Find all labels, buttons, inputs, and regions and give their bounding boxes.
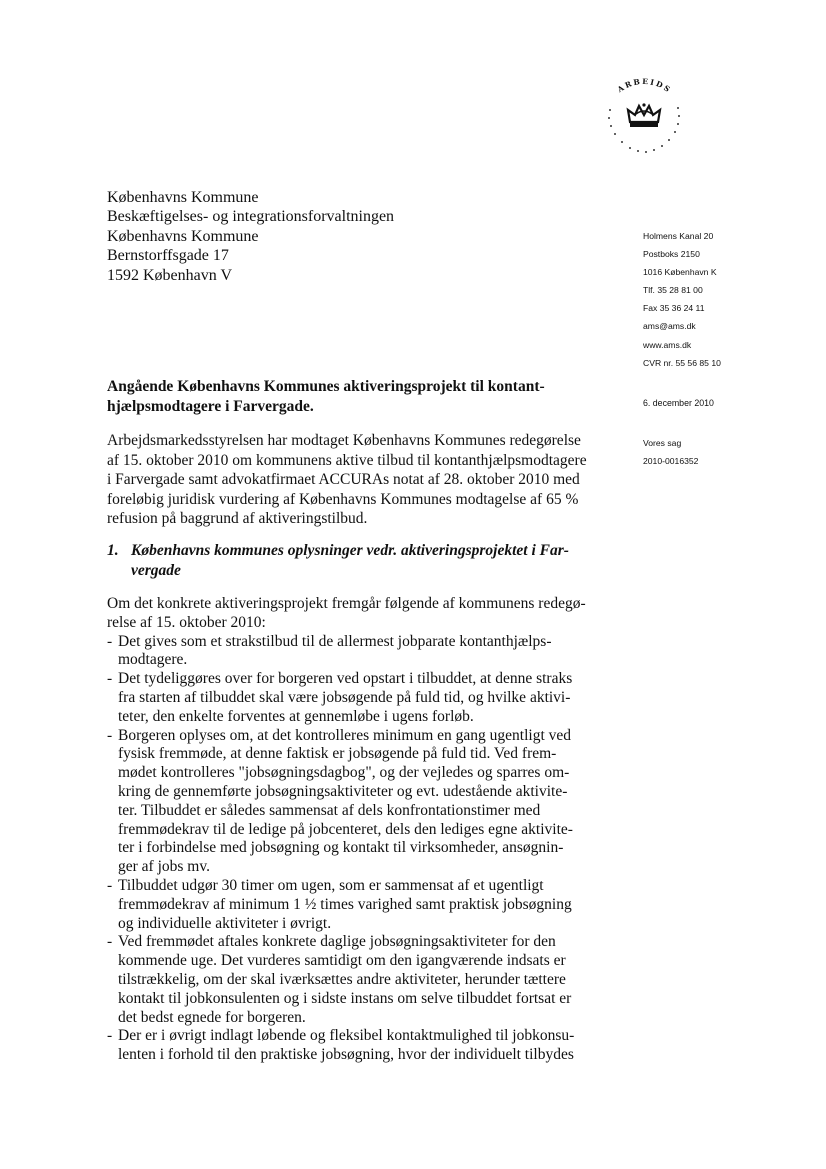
recipient-line: Bernstorffsgade 17 xyxy=(107,247,229,265)
section-title-line: Københavns kommunes oplysninger vedr. aktiveringsprojektet i Far- xyxy=(131,542,569,559)
list-item-line: teter, den enkelte forventes at gennemløbe i ugens forløb. xyxy=(118,707,474,725)
intro-line: foreløbig juridisk vurdering af Københavns Kommunes modtagelse af 65 % xyxy=(107,490,579,508)
list-item-line: kring de gennemførte jobsøgningsaktiviteter og evt. udestående aktivite- xyxy=(118,782,568,800)
recipient-address xyxy=(107,188,394,285)
list-item xyxy=(107,633,607,671)
list-item-line: Borgeren oplyses om, at det kontrolleres minimum en gang ugentligt ved xyxy=(118,726,572,744)
section-number: 1. xyxy=(107,542,119,559)
list-item-line: ger af jobs mv. xyxy=(118,858,210,876)
subject-line: Angående Københavns Kommunes aktiveringsprojekt til kontant- xyxy=(107,378,545,395)
list-item xyxy=(107,670,607,726)
list-item-line: Der er i øvrigt indlagt løbende og fleksibel kontaktmulighed til jobkonsu- xyxy=(118,1027,575,1045)
list-item-line: ter i forbindelse med jobsøgning og kontakt til virksomheder, ansøgnin- xyxy=(118,839,564,857)
sender-postbox: Postboks 2150 xyxy=(643,249,700,260)
subject-heading xyxy=(107,377,577,416)
section-title xyxy=(131,541,569,580)
sender-cvr: CVR nr. 55 56 85 10 xyxy=(643,357,721,368)
list-dash: - xyxy=(107,876,113,894)
sender-fax: Fax 35 36 24 11 xyxy=(643,303,705,314)
case-label: Vores sag xyxy=(643,438,682,448)
recipient-line: Beskæftigelses- og integrationsforvaltningen xyxy=(107,208,395,226)
list-dash: - xyxy=(107,933,113,951)
intro-line: refusion på baggrund af aktiveringstilbud. xyxy=(107,510,368,527)
list-item-line: og individuelle aktiviteter i øvrigt. xyxy=(118,914,332,932)
list-item-line: tilstrækkelig, om der skal iværksættes andre aktiviteter, herunder tættere xyxy=(118,970,566,988)
sender-address: Holmens Kanal 20 xyxy=(643,231,714,241)
list-dash: - xyxy=(107,670,113,688)
list-item xyxy=(107,1027,607,1065)
list-item-line: Det tydeliggøres over for borgeren ved opstart i tilbuddet, at denne straks xyxy=(118,670,573,688)
list-item xyxy=(107,877,607,933)
list-item-line: Det gives som et strakstilbud til de allermest jobparate kontanthjælps- xyxy=(118,632,552,650)
list-item-line: modtagere. xyxy=(118,651,188,669)
list-item xyxy=(107,727,607,877)
list-item-line: ter. Tilbuddet er således sammensat af dels konfrontationstimer med xyxy=(118,801,541,819)
list-item-line: lenten i forhold til den praktiske jobsøgning, hvor der individuelt tilbydes xyxy=(118,1046,574,1064)
lead-line: relse af 15. oktober 2010: xyxy=(107,613,266,631)
subject-line: hjælpsmodtagere i Farvergade. xyxy=(107,397,314,415)
sender-info xyxy=(643,227,721,372)
list-dash: - xyxy=(107,632,113,650)
intro-line: af 15. oktober 2010 om kommunens aktive tilbud til kontanthjælpsmodtagere xyxy=(107,451,587,469)
letter-date: 6. december 2010 xyxy=(643,398,714,408)
section-title-line: vergade xyxy=(131,561,181,579)
list-dash: - xyxy=(107,1027,113,1045)
list-item-line: fremmødekrav til de ledige på jobcenteret, dels den lediges egne aktivite- xyxy=(118,820,573,838)
sender-phone: Tlf. 35 28 81 00 xyxy=(643,285,703,296)
list-item-line: fra starten af tilbuddet skal være jobsøgende på fuld tid, og hvilke aktivi- xyxy=(118,688,571,706)
seal-top-text: ARBEIDS xyxy=(615,76,674,95)
list-item-line: Tilbuddet udgør 30 timer om ugen, som er sammensat af et ugentligt xyxy=(118,876,544,894)
list-item-line: det bedst egnede for borgeren. xyxy=(118,1008,306,1026)
crown-icon xyxy=(628,103,660,127)
case-number: 2010-0016352 xyxy=(643,456,699,466)
list-item-line: fremmødekrav af minimum 1 ½ times varighed samt praktisk jobsøgning xyxy=(118,895,572,913)
list-item-line: kommende uge. Det vurderes samtidigt om den igangværende indsats er xyxy=(118,952,566,970)
intro-paragraph xyxy=(107,431,607,529)
lead-line: Om det konkrete aktiveringsprojekt fremgår følgende af kommunens redegø- xyxy=(107,595,586,612)
seal xyxy=(596,70,692,166)
sender-website: www.ams.dk xyxy=(643,339,692,350)
list-item-line: Ved fremmødet aftales konkrete daglige jobsøgningsaktiviteter for den xyxy=(118,933,556,951)
recipient-line: Københavns Kommune xyxy=(107,227,259,245)
list-item-line: fysisk fremmøde, at denne faktisk er jobsøgende på fuld tid. Ved frem- xyxy=(118,745,557,763)
case-reference xyxy=(643,434,698,470)
list-item-line: kontakt til jobkonsulenten og i sidste instans om selve tilbuddet fortsat er xyxy=(118,989,572,1007)
recipient-line: 1592 København V xyxy=(107,266,233,284)
list-item xyxy=(107,933,607,1027)
sender-city: 1016 København K xyxy=(643,267,717,278)
sender-email: ams@ams.dk xyxy=(643,321,696,332)
list-dash: - xyxy=(107,726,113,744)
intro-line: Arbejdsmarkedsstyrelsen har modtaget Københavns Kommunes redegørelse xyxy=(107,432,581,449)
list-item-line: mødet kontrolleres "jobsøgningsdagbog", og der vejledes og sparres om- xyxy=(118,764,570,782)
intro-line: i Farvergade samt advokatfirmaet ACCURAs notat af 28. oktober 2010 med xyxy=(107,471,580,488)
section-body xyxy=(107,595,607,1065)
recipient-line: Københavns Kommune xyxy=(107,189,259,206)
